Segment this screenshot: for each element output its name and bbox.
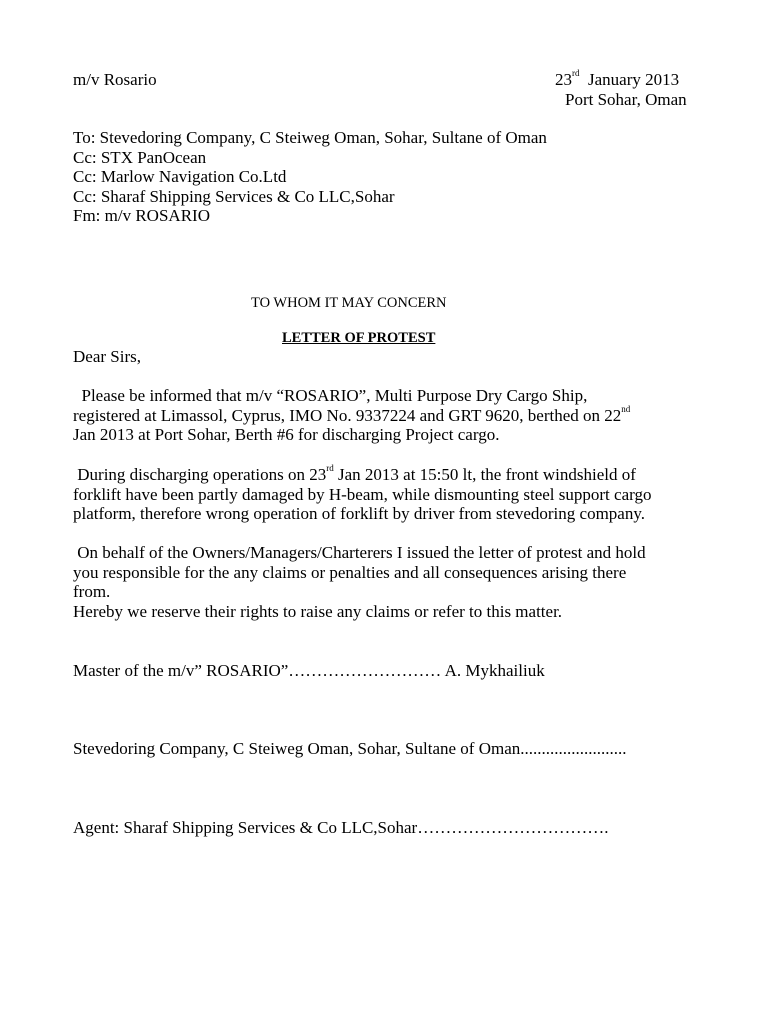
paragraph-2-line-1 (73, 465, 651, 485)
paragraph-3-line-3: from. (73, 582, 111, 602)
paragraph-1-line-2 (73, 403, 631, 426)
paragraph-1-line-2-text: registered at Limassol, Cyprus, IMO No. 9337224 and GRT 9620, berthed on 22 (73, 405, 622, 425)
paragraph-2-line-2: forklift have been partly damaged by H-beam, while dismounting steel support cargo (73, 484, 652, 504)
paragraph-2 (73, 465, 651, 524)
paragraph-1-line-1: Please be informed that m/v “ROSARIO”, Multi Purpose Dry Cargo Ship, (73, 386, 588, 405)
paragraph-3-line-2: you responsible for the any claims or penalties and all consequences arising there (73, 562, 627, 582)
letter-title: LETTER OF PROTEST (282, 330, 436, 346)
paragraph-3-line-4: Hereby we reserve their rights to raise any claims or refer to this matter. (73, 601, 563, 621)
vessel-name: m/v Rosario (73, 70, 157, 89)
paragraph-2-line-3: platform, therefore wrong operation of forklift by driver from stevedoring company. (73, 504, 645, 524)
paragraph-2-line-1-rest: Jan 2013 at 15:50 lt, the front windshield of (333, 465, 636, 484)
paragraph-1-line-3: Jan 2013 at Port Sohar, Berth #6 for discharging Project cargo. (73, 425, 500, 445)
paragraph-2-line-1-sup: rd (326, 463, 334, 474)
address-block (73, 128, 547, 226)
paragraph-1-line-2-sup: nd (621, 403, 631, 414)
salutation: Dear Sirs, (73, 347, 141, 366)
signature-master: Master of the m/v” ROSARIO”……………………… A. Mykhailiuk (73, 661, 545, 680)
address-cc-marlow: Cc: Marlow Navigation Co.Ltd (73, 167, 287, 187)
paragraph-3 (73, 543, 646, 621)
paragraph-1 (73, 386, 630, 445)
letter-date (555, 70, 679, 90)
signature-agent: Agent: Sharaf Shipping Services & Co LLC,Sohar……………………………. (73, 818, 609, 837)
signature-stevedoring: Stevedoring Company, C Steiweg Oman, Sohar, Sultane of Oman......................... (73, 739, 627, 758)
address-cc-sharaf: Cc: Sharaf Shipping Services & Co LLC,Sohar (73, 186, 395, 206)
paragraph-2-line-1-text: During discharging operations on 23 (73, 465, 327, 484)
date-suffix: rd (572, 68, 580, 79)
address-to: To: Stevedoring Company, C Steiweg Oman, Sohar, Sultane of Oman (73, 128, 547, 147)
date-day: 23 (555, 70, 572, 89)
paragraph-3-line-1: On behalf of the Owners/Managers/Charterers I issued the letter of protest and hold (73, 543, 646, 562)
letter-place: Port Sohar, Oman (565, 90, 687, 109)
concern-heading: TO WHOM IT MAY CONCERN (251, 295, 447, 311)
address-from: Fm: m/v ROSARIO (73, 206, 210, 226)
date-month-year: January 2013 (588, 70, 680, 89)
address-cc-stx: Cc: STX PanOcean (73, 147, 207, 167)
